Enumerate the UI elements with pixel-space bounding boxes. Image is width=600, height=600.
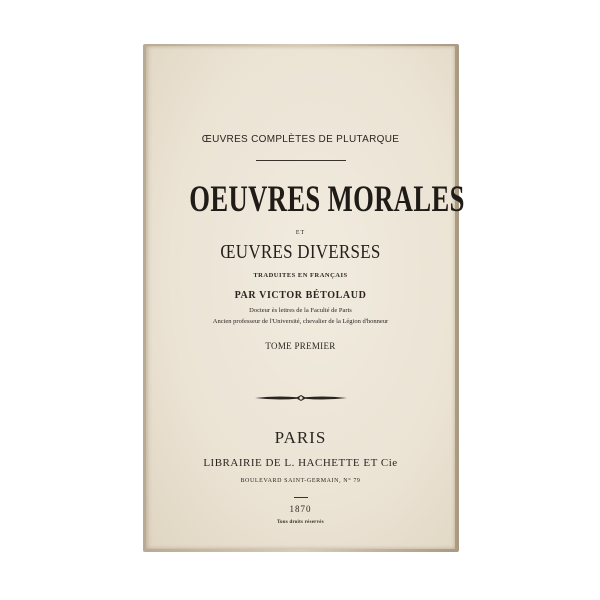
translation-note: TRADUITES EN FRANÇAIS <box>253 272 348 279</box>
publication-city: PARIS <box>274 428 327 447</box>
series-title-rule <box>256 160 346 161</box>
author-line: PAR VICTOR BÉTOLAUD <box>234 290 367 301</box>
author-credential-1: Docteur ès lettres de la Faculté de Paris <box>249 307 352 314</box>
publisher-name: LIBRAIRIE DE L. HACHETTE ET Cie <box>203 457 398 469</box>
title-page <box>146 46 465 549</box>
rights-notice: Tous droits réservés <box>277 520 324 525</box>
author-credential-2: Ancien professeur de l'Université, chevalier de la Légion d'honneur <box>212 318 389 325</box>
subtitle: ŒUVRES DIVERSES <box>220 241 381 263</box>
publisher-address: BOULEVARD SAINT-GERMAIN, N° 79 <box>240 478 361 484</box>
ornament-divider-icon <box>253 394 349 402</box>
year-rule <box>294 497 308 498</box>
conjunction-text: ET <box>295 230 306 236</box>
publication-year: 1870 <box>289 504 312 514</box>
volume-label: TOME PREMIER <box>265 341 336 351</box>
main-title: OEUVRES MORALES <box>189 179 465 220</box>
series-title: ŒUVRES COMPLÈTES DE PLUTARQUE <box>201 134 400 145</box>
